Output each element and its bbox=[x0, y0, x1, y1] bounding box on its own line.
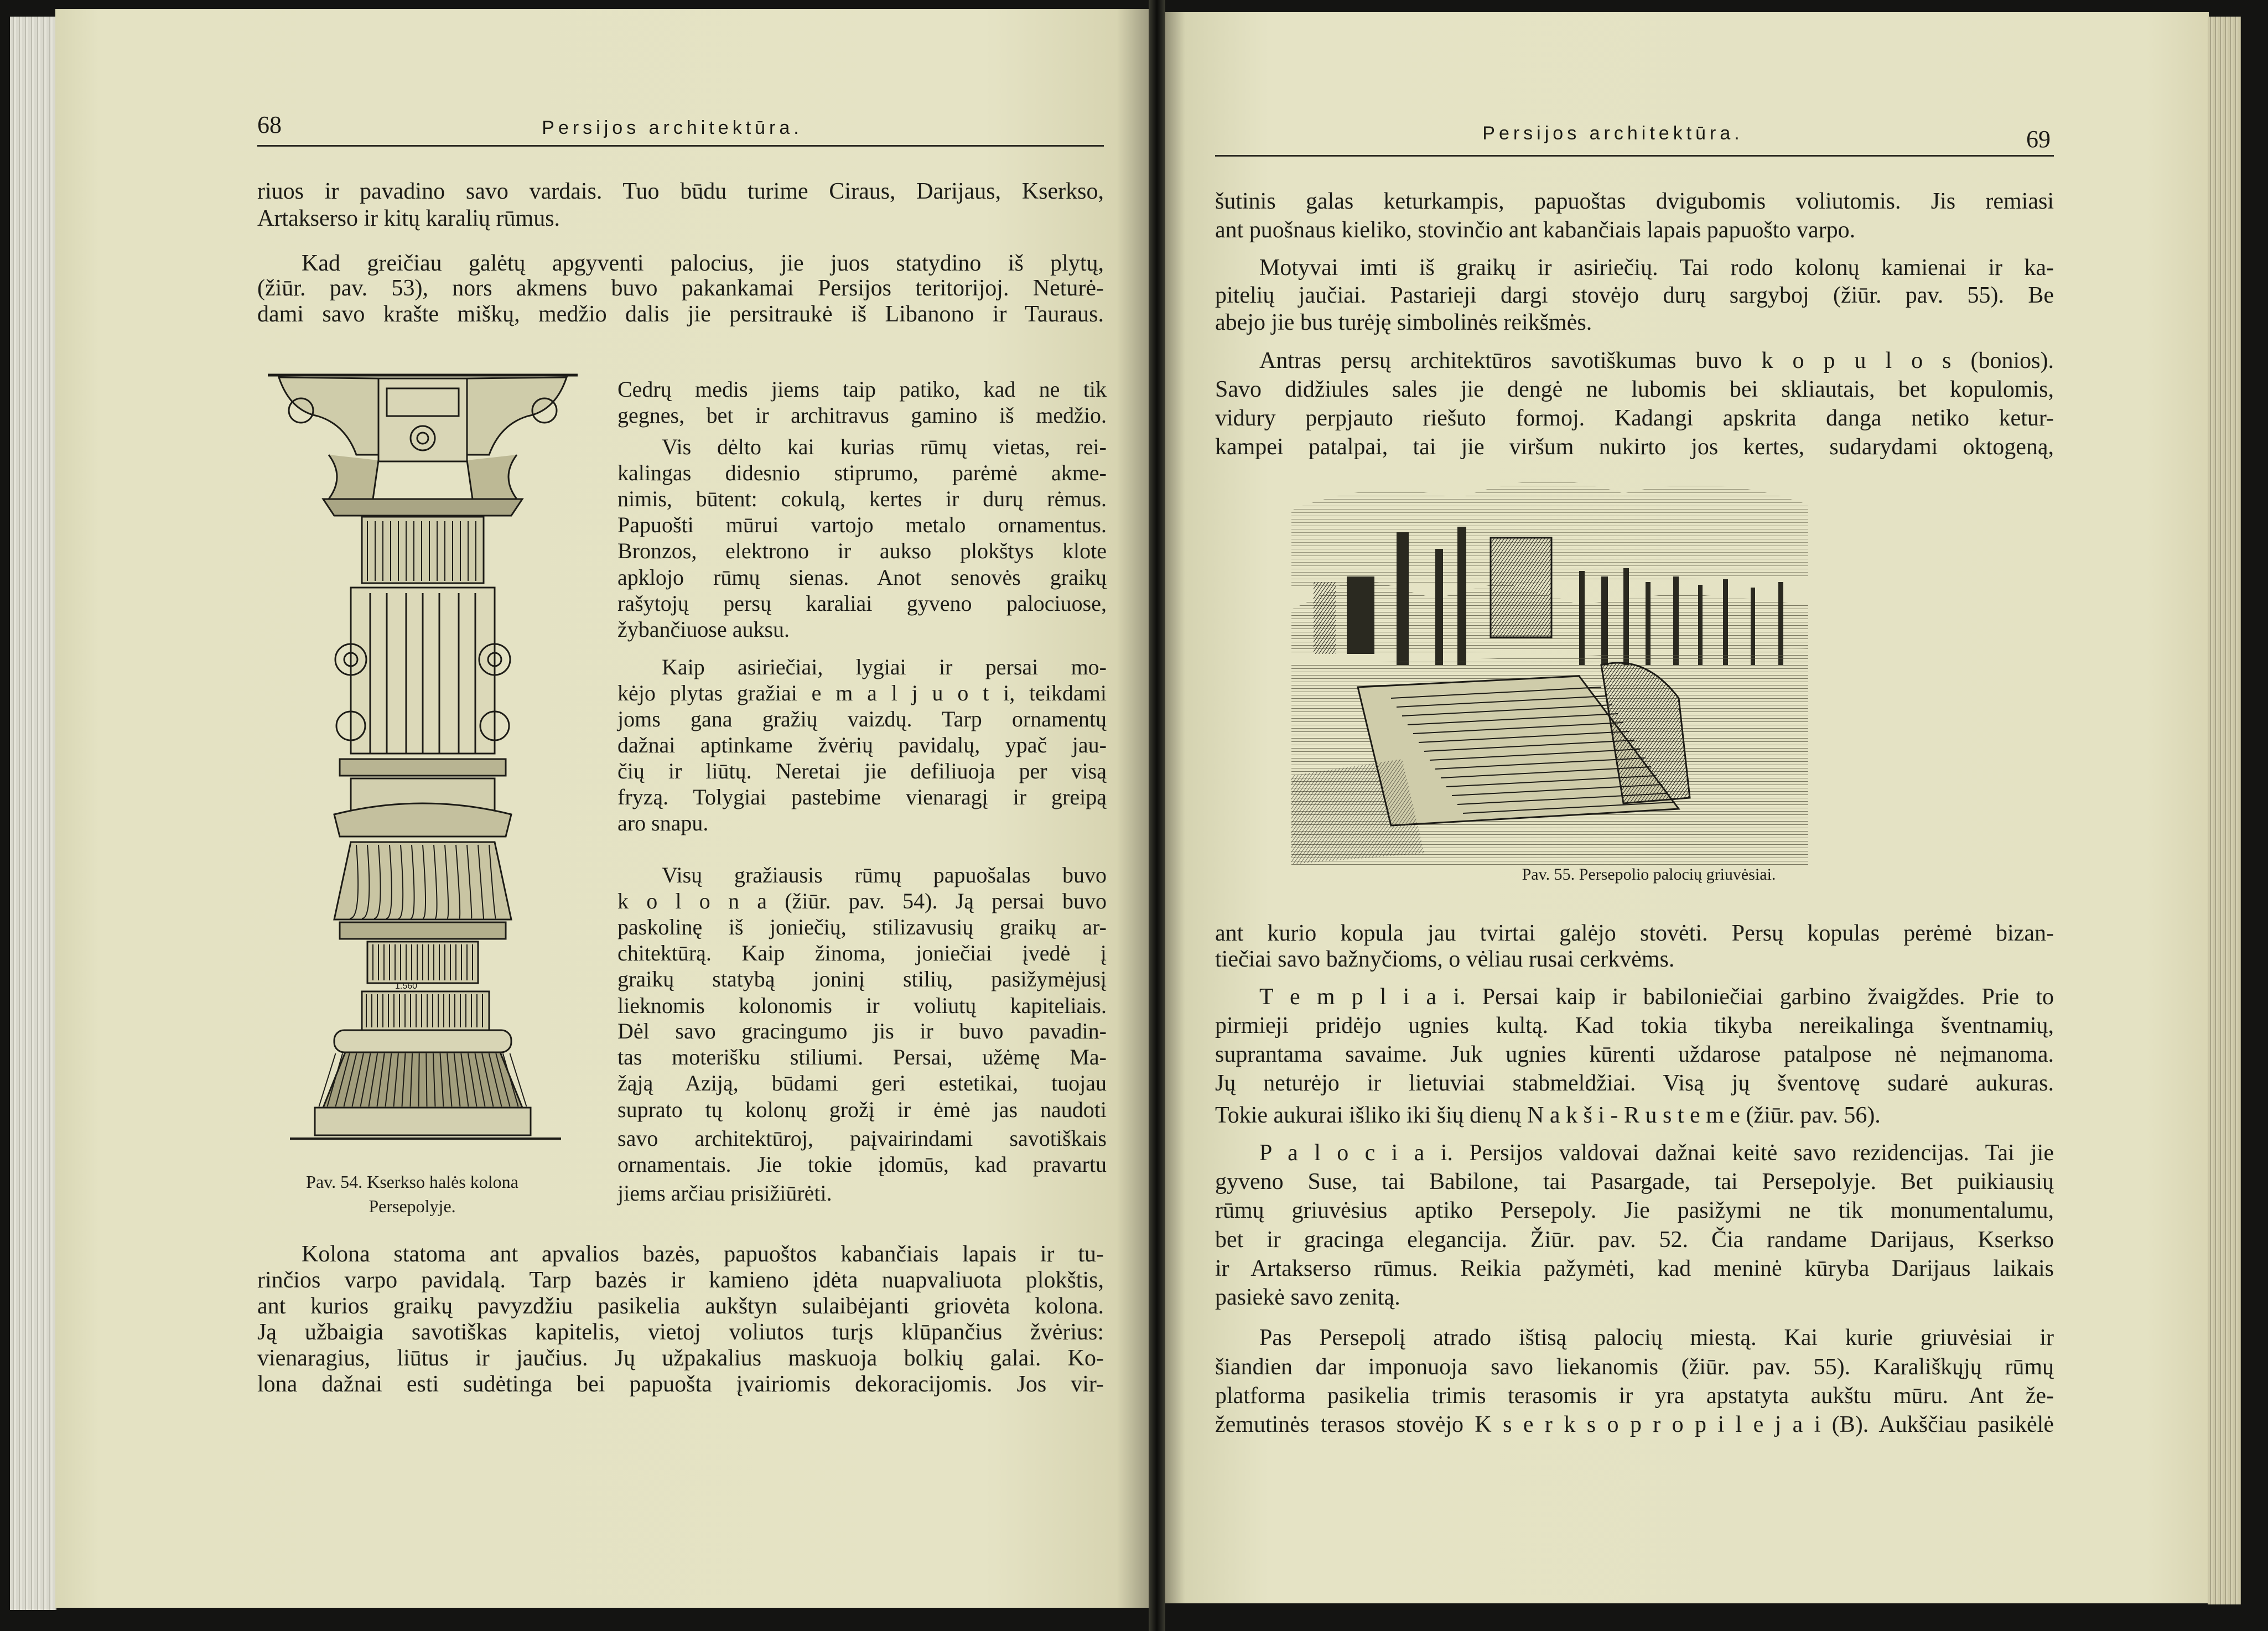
left-top-text-line: dami savo krašte miškų, medžio dalis jie persitraukė iš Libanono ir Tauraus. bbox=[257, 302, 1104, 327]
left-column-text-line: gegnes, bet ir architravus gamino iš medžio. bbox=[617, 403, 1107, 428]
right-bottom-text-line: Pas Persepolį atrado ištisą palocių miestą. Kai kurie griuvėsiai ir bbox=[1259, 1325, 2054, 1350]
right-bottom-text-line: žemutinės terasos stovėjo K s e r k s o p r o p i l e j a i (B). Aukščiau pasikėlė bbox=[1215, 1412, 2054, 1437]
left-top-text-line: Artakserso ir kitų karalių rūmus. bbox=[257, 206, 560, 231]
page-number-left: 68 bbox=[257, 111, 282, 138]
header-rule-left bbox=[257, 145, 1104, 147]
page-edges-right bbox=[2208, 17, 2241, 1604]
left-column-text-line: Vis dėlto kai kurias rūmų vietas, rei- bbox=[662, 434, 1107, 459]
left-column-text-line: Visų gražiausis rūmų papuošalas buvo bbox=[662, 863, 1107, 887]
right-bottom-text-line: suprantama savaime. Juk ugnies kūrenti uždarose patalpose nė neįmanoma. bbox=[1215, 1042, 2054, 1067]
running-title-left: Persijos architektūra. bbox=[542, 117, 803, 138]
left-column-text-line: tas moterišku stiliumi. Persai, užėmę Ma- bbox=[617, 1045, 1107, 1069]
right-top-text-line: ant puošnaus kieliko, stovinčio ant kabančiais lapais papuošto varpo. bbox=[1215, 217, 1856, 243]
left-top-text-line: (žiūr. pav. 53), nors akmens buvo pakankamai Persijos teritorijoj. Neturė- bbox=[257, 276, 1104, 301]
right-bottom-text-line: ir Artakserso rūmus. Reikia pažymėti, kad meninė kūryba Darijaus laikais bbox=[1215, 1256, 2054, 1281]
right-top-text-line: vidury perpjauto riešuto formoj. Kadangi apskrita danga netiko ketur- bbox=[1215, 406, 2054, 431]
right-bottom-text-line: ant kurio kopula jau tvirtai galėjo stovėti. Persų kopulas perėmė bizan- bbox=[1215, 921, 2054, 946]
left-column-text-line: jiems arčiau prisižiūrėti. bbox=[617, 1181, 832, 1206]
right-bottom-text-line: platforma pasikelia trimis terasomis ir yra apstatyta aukštu mūru. Ant že- bbox=[1215, 1383, 2054, 1409]
left-column-text-line: paskolinę iš joniečių, stilizavusių graikų ar- bbox=[617, 915, 1107, 939]
left-bottom-text-line: Ją užbaigia savotiškas kapitelis, vietoj voliutos turįs klūpančius žvėrius: bbox=[257, 1320, 1104, 1345]
left-column-text-line: fryzą. Tolygiai pastebime vienaragį ir greipą bbox=[617, 785, 1107, 809]
right-top-text-line: kampei patalpai, tai jie viršum nukirto jos kertes, sudarydami oktogeną, bbox=[1215, 434, 2054, 460]
left-column-text-line: žąją Aziją, būdami geri estetikai, tuojau bbox=[617, 1071, 1107, 1095]
right-top-text-line: Savo didžiules sales jie dengė ne lubomis bei skliautais, bet kopulomis, bbox=[1215, 377, 2054, 402]
left-bottom-text-line: Kolona statoma ant apvalios bazės, papuoštos kabančiais lapais ir tu- bbox=[302, 1242, 1104, 1267]
right-top-text-line: pitelių jaučiai. Pastarieji dargi stovėjo durų sargyboj (žiūr. pav. 55). Be bbox=[1215, 283, 2054, 308]
right-bottom-text-line: P a l o c i a i. Persijos valdovai dažnai keitė savo rezidencijas. Tai jie bbox=[1259, 1140, 2054, 1166]
right-bottom-text-line: rūmų griuvėsius aptiko Persepoly. Jie pasižymi ne tik monumentalumu, bbox=[1215, 1198, 2054, 1223]
right-top-text-line: šutinis galas keturkampis, papuoštas dvigubomis voliutomis. Jis remiasi bbox=[1215, 189, 2054, 214]
right-top-text-line: Antras persų architektūros savotiškumas buvo k o p u l o s (bonios). bbox=[1259, 348, 2054, 373]
left-column-text-line: ornamentais. Jie tokie įdomūs, kad pravartu bbox=[617, 1152, 1107, 1177]
left-bottom-text-line: vienaragius, liūtus ir jaučius. Jų užpakalius maskuoja bolkių galai. Ko- bbox=[257, 1346, 1104, 1371]
right-bottom-text-line: pasiekė savo zenitą. bbox=[1215, 1285, 1400, 1310]
figure-scale-label: 1.560 bbox=[395, 981, 418, 991]
left-top-text-line: riuos ir pavadino savo vardais. Tuo būdu turime Ciraus, Darijaus, Kserkso, bbox=[257, 179, 1104, 204]
left-column-text-line: suprato tų kolonų grožį ir ėmė jas naudoti bbox=[617, 1097, 1107, 1122]
right-bottom-text-line: T e m p l i a i. Persai kaip ir babiloniečiai garbino žvaigždes. Prie to bbox=[1259, 984, 2054, 1010]
right-bottom-text-line: Tokie aukurai išliko iki šių dienų N a k š i - R u s t e m e (žiūr. pav. 56). bbox=[1215, 1103, 1881, 1128]
persepolis-column-illustration bbox=[268, 372, 579, 1144]
left-column-text-line: Kaip asiriečiai, lygiai ir persai mo- bbox=[662, 655, 1107, 679]
left-column-text-line: graikų statybą joninį stilių, pasižymėjusį bbox=[617, 967, 1107, 991]
right-top-text-line: Motyvai imti iš graikų ir asiriečių. Tai rodo kolonų kamienai ir ka- bbox=[1259, 255, 2054, 281]
page-number-right: 69 bbox=[2026, 126, 2051, 153]
left-column-text-line: chitektūrą. Kaip žinoma, joniečiai įvedė į bbox=[617, 941, 1107, 965]
right-bottom-text-line: šiandien dar imponuoja savo liekanomis (žiūr. pav. 55). Karališkųjų rūmų bbox=[1215, 1354, 2054, 1380]
left-top-text-line: Kad greičiau galėtų apgyventi palocius, jie juos statydino iš plytų, bbox=[302, 251, 1104, 276]
left-column-text-line: Bronzos, elektrono ir aukso plokštys klote bbox=[617, 538, 1107, 563]
left-column-text-line: kėjo plytas gražiai e m a l j u o t i, teikdami bbox=[617, 681, 1107, 705]
right-bottom-text-line: Jų neturėjo ir lietuviai stabmeldžiai. Visą jų šventovę sudarė aukuras. bbox=[1215, 1071, 2054, 1096]
left-column-text-line: kalingas didesnio stiprumo, parėmė akme- bbox=[617, 460, 1107, 485]
left-column-text-line: aro snapu. bbox=[617, 811, 709, 835]
left-bottom-text-line: ant kurios graikų pavyzdžiu pasikelia aukštyn sulaibėjanti griovėta kolona. bbox=[257, 1294, 1104, 1319]
header-rule-right bbox=[1215, 155, 2054, 157]
left-column-text-line: k o l o n a (žiūr. pav. 54). Ją persai buvo bbox=[617, 889, 1107, 913]
left-column-text-line: žybančiuose auksu. bbox=[617, 617, 790, 642]
left-column-text-line: joms gana gražių vaizdų. Tarp ornamentų bbox=[617, 707, 1107, 731]
left-column-text-line: Papuošti mūrui vartojo metalo ornamentus. bbox=[617, 512, 1107, 537]
left-column-text-line: savo architektūroj, paįvairindami savotiškais bbox=[617, 1126, 1107, 1151]
left-column-text-line: Cedrų medis jiems taip patiko, kad ne tik bbox=[617, 377, 1107, 402]
figure-55-caption: Pav. 55. Persepolio palocių griuvėsiai. bbox=[1522, 865, 1776, 884]
left-column-text-line: dažnai aptinkame žvėrių pavidalų, ypač jau- bbox=[617, 733, 1107, 757]
right-top-text-line: abejo jie bus turėję simbolinės reikšmės. bbox=[1215, 310, 1592, 335]
right-bottom-text-line: tiečiai savo bažnyčioms, o vėliau rusai cerkvėms. bbox=[1215, 947, 1675, 972]
left-bottom-text-line: lona dažnai esti sudėtinga bei papuošta įvairiomis dekoracijomis. Jos vir- bbox=[257, 1372, 1104, 1397]
book-gutter bbox=[1149, 0, 1165, 1631]
left-column-text-line: nimis, būtent: cokulą, kertes ir durų rėmus. bbox=[617, 486, 1107, 511]
persepolis-ruins-illustration bbox=[1291, 466, 1808, 868]
figure-54-caption-line1: Pav. 54. Kserkso halės kolona bbox=[306, 1172, 518, 1192]
right-bottom-text-line: bet ir gracinga elegancija. Žiūr. pav. 52. Čia randame Darijaus, Kserkso bbox=[1215, 1227, 2054, 1253]
right-bottom-text-line: pirmieji pridėjo ugnies kultą. Kad tokia tikyba nereikalinga šventnamių, bbox=[1215, 1013, 2054, 1038]
left-column-text-line: rašytojų persų karaliai gyveno palociuose, bbox=[617, 591, 1107, 616]
left-column-text-line: apklojo rūmų sienas. Anot senovės graikų bbox=[617, 565, 1107, 590]
left-column-text-line: čių ir liūtų. Neretai jie defiliuoja per visą bbox=[617, 759, 1107, 783]
left-column-text-line: lieknomis kolonomis ir voliutų kapiteliais. bbox=[617, 993, 1107, 1018]
page-edges-left bbox=[10, 17, 56, 1610]
right-bottom-text-line: gyveno Suse, tai Babilone, tai Pasargade, tai Persepolyje. Bet puikiausių bbox=[1215, 1169, 2054, 1194]
figure-54-caption-line2: Persepolyje. bbox=[369, 1196, 456, 1216]
running-title-right: Persijos architektūra. bbox=[1482, 123, 1743, 144]
left-bottom-text-line: rinčios varpo pavidalą. Tarp bazės ir kamieno įdėta nuapvaliuota plokštis, bbox=[257, 1268, 1104, 1293]
left-column-text-line: Dėl savo gracingumo jis ir buvo pavadin- bbox=[617, 1019, 1107, 1043]
